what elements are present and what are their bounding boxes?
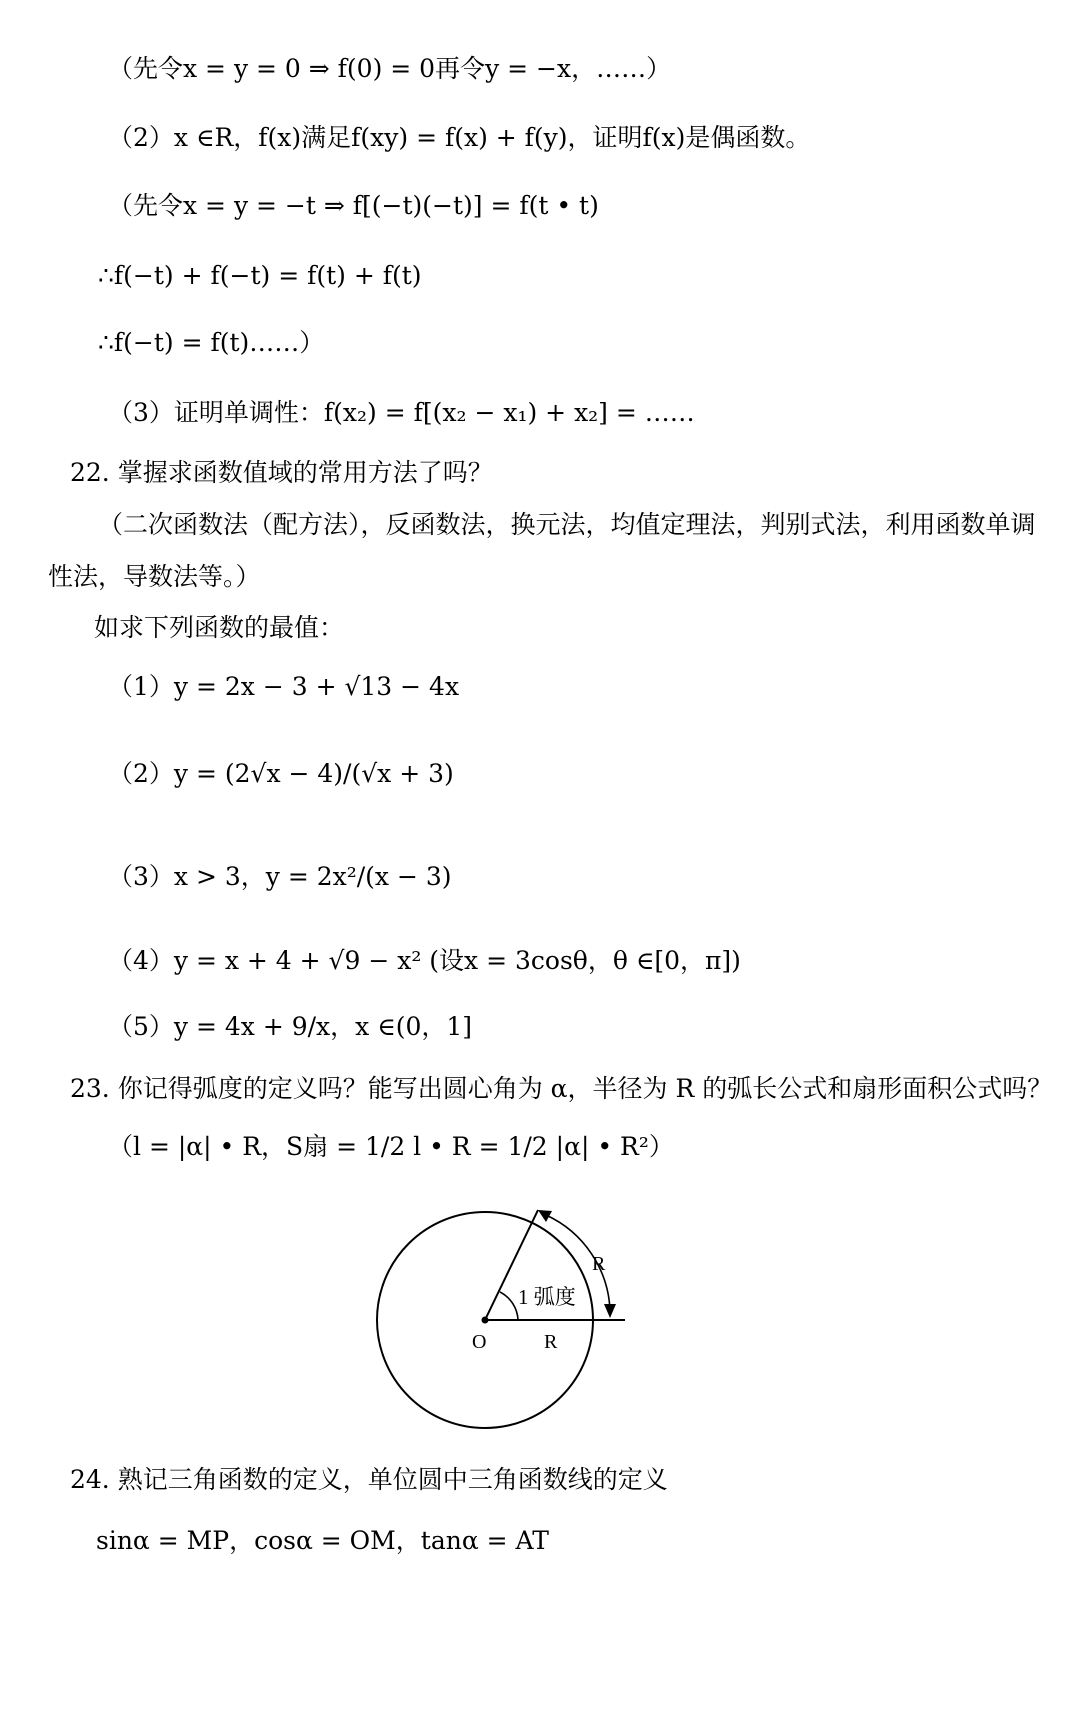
line-1 — [108, 52, 671, 86]
section-23-text: 23. 你记得弧度的定义吗？能写出圆心角为 α，半径为 R 的弧长公式和扇形面积公式吗？ — [70, 1074, 1053, 1103]
line-5-text: ∴f(−t) = f(t)……） — [98, 328, 325, 357]
section-22-intro — [94, 611, 344, 645]
section-22-methods-line1 — [98, 508, 1036, 542]
section-22-methods-line2 — [48, 560, 261, 594]
intro-text: 如求下列函数的最值： — [94, 613, 345, 642]
line-6-text: （3）证明单调性：f(x₂) = f[(x₂ − x₁) + x₂] = …… — [108, 398, 695, 427]
trig-definitions — [96, 1524, 549, 1558]
line-5 — [98, 326, 324, 360]
line-3-text: （先令x = y = −t ⇒ f[(−t)(−t)] = f(t • t) — [108, 191, 599, 220]
radian-diagram — [370, 1200, 660, 1450]
methods-text-1: （二次函数法（配方法），反函数法，换元法，均值定理法，判别式法，利用函数单调 — [98, 510, 1036, 539]
arc-formula — [108, 1130, 674, 1164]
line-1-text: （先令x = y = 0 ⇒ f(0) = 0再令y = −x，……） — [108, 54, 672, 83]
center-point — [482, 1317, 489, 1324]
line-2 — [108, 121, 810, 155]
line-2-text: （2）x ∈R，f(x)满足f(xy) = f(x) + f(y)，证明f(x)是偶函数。 — [108, 123, 811, 152]
trig-definitions-text: sinα = MP，cosα = OM，tanα = AT — [96, 1526, 549, 1555]
section-22-heading — [70, 456, 493, 490]
arrowhead-bottom — [604, 1304, 616, 1318]
label-r-bottom: R — [544, 1331, 558, 1353]
example-3-text: （3）x > 3，y = 2x²/(x − 3) — [108, 862, 452, 891]
example-3 — [108, 860, 452, 894]
section-23-heading — [70, 1072, 1052, 1106]
example-5 — [108, 1010, 472, 1044]
label-angle: 1 弧度 — [518, 1285, 576, 1309]
methods-text-2: 性法，导数法等。） — [48, 562, 261, 591]
arc-formula-text: （l = |α| • R，S扇 = 1/2 l • R = 1/2 |α| • R²） — [108, 1132, 674, 1161]
line-4 — [98, 259, 422, 293]
example-2-text: （2）y = (2√x − 4)/(√x + 3) — [108, 759, 454, 788]
line-4-text: ∴f(−t) + f(−t) = f(t) + f(t) — [98, 261, 422, 290]
label-o: O — [472, 1331, 487, 1353]
example-1-text: （1）y = 2x − 3 + √13 − 4x — [108, 672, 460, 701]
example-1 — [108, 670, 459, 704]
example-4 — [108, 944, 741, 978]
angle-arc — [500, 1292, 518, 1320]
line-3 — [108, 189, 599, 223]
label-r-arc: R — [592, 1253, 606, 1275]
example-4-text: （4）y = x + 4 + √9 − x² (设x = 3cosθ，θ ∈[0，π]) — [108, 946, 741, 975]
example-2 — [108, 757, 454, 791]
line-6 — [108, 396, 695, 430]
section-24-text: 24. 熟记三角函数的定义，单位圆中三角函数线的定义 — [70, 1465, 668, 1494]
section-22-text: 22. 掌握求函数值域的常用方法了吗？ — [70, 458, 493, 487]
section-24-heading — [70, 1463, 668, 1497]
example-5-text: （5）y = 4x + 9/x，x ∈(0，1] — [108, 1012, 473, 1041]
